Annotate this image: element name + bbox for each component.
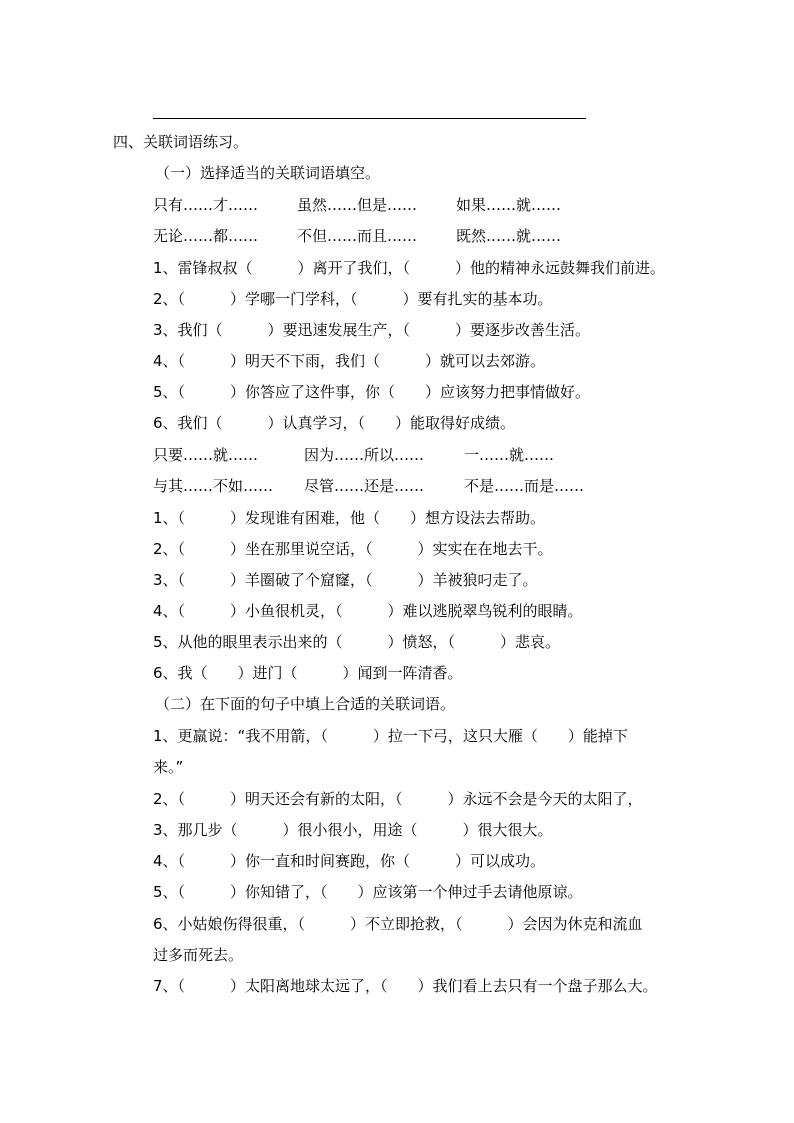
option: 虽然……但是…… <box>297 196 418 214</box>
exercise-item: 3、我们（ ）要迅速发展生产，（ ）要逐步改善生活。 <box>153 321 591 339</box>
exercise-item: 5、从他的眼里表示出来的（ ）愤怒，（ ）悲哀。 <box>153 633 561 651</box>
exercise-item-continuation: 来。” <box>153 758 184 776</box>
exercise-item: 5、（ ）你答应了这件事，你（ ）应该努力把事情做好。 <box>153 383 591 401</box>
option: 只要……就…… <box>153 446 259 464</box>
exercise-item: 3、那几步（ ）很小很小，用途（ ）很大很大。 <box>153 821 553 839</box>
part1-heading: （一）选择适当的关联词语填空。 <box>155 164 381 182</box>
option: 只有……才…… <box>153 196 259 214</box>
exercise-item: 3、（ ）羊圈破了个窟窿，（ ）羊被狼叼走了。 <box>153 571 538 589</box>
exercise-item: 2、（ ）坐在那里说空话，（ ）实实在在地去干。 <box>153 540 553 558</box>
part2-heading: （二）在下面的句子中填上合适的关联词语。 <box>155 695 456 713</box>
exercise-item: 7、（ ）太阳离地球太远了，（ ）我们看上去只有一个盘子那么大。 <box>153 977 658 995</box>
exercise-item: 2、（ ）学哪一门学科，（ ）要有扎实的基本功。 <box>153 290 553 308</box>
exercise-item: 2、（ ）明天还会有新的太阳，（ ）永远不会是今天的太阳了， <box>153 790 643 808</box>
option: 无论……都…… <box>153 227 259 245</box>
exercise-item: 6、我们（ ）认真学习，（ ）能取得好成绩。 <box>153 414 516 432</box>
exercise-item-continuation: 过多而死去。 <box>153 946 244 964</box>
top-rule <box>153 118 586 119</box>
section-heading: 四、关联词语练习。 <box>113 133 249 151</box>
exercise-item: 1、雷锋叔叔（ ）离开了我们，（ ）他的精神永远鼓舞我们前进。 <box>153 259 666 277</box>
exercise-item: 6、我（ ）进门（ ）闻到一阵清香。 <box>153 664 463 682</box>
option: 一……就…… <box>464 446 555 464</box>
exercise-item: 4、（ ）明天不下雨，我们（ ）就可以去郊游。 <box>153 352 546 370</box>
option: 既然……就…… <box>456 227 562 245</box>
option: 因为……所以…… <box>304 446 425 464</box>
exercise-item: 4、（ ）你一直和时间赛跑，你（ ）可以成功。 <box>153 852 546 870</box>
option: 不是……而是…… <box>464 477 585 495</box>
option: 如果……就…… <box>456 196 562 214</box>
option: 不但……而且…… <box>297 227 418 245</box>
exercise-item: 1、（ ）发现谁有困难，他（ ）想方设法去帮助。 <box>153 509 546 527</box>
exercise-item: 5、（ ）你知错了，（ ）应该第一个伸过手去请他原谅。 <box>153 883 583 901</box>
option: 尽管……还是…… <box>304 477 425 495</box>
exercise-item: 6、小姑娘伤得很重，（ ）不立即抢救，（ ）会因为休克和流血 <box>153 915 643 933</box>
exercise-item: 1、更羸说：“我不用箭，（ ）拉一下弓，这只大雁（ ）能掉下 <box>153 727 628 745</box>
option: 与其……不如…… <box>153 477 274 495</box>
exercise-item: 4、（ ）小鱼很机灵，（ ）难以逃脱翠鸟锐利的眼睛。 <box>153 602 583 620</box>
